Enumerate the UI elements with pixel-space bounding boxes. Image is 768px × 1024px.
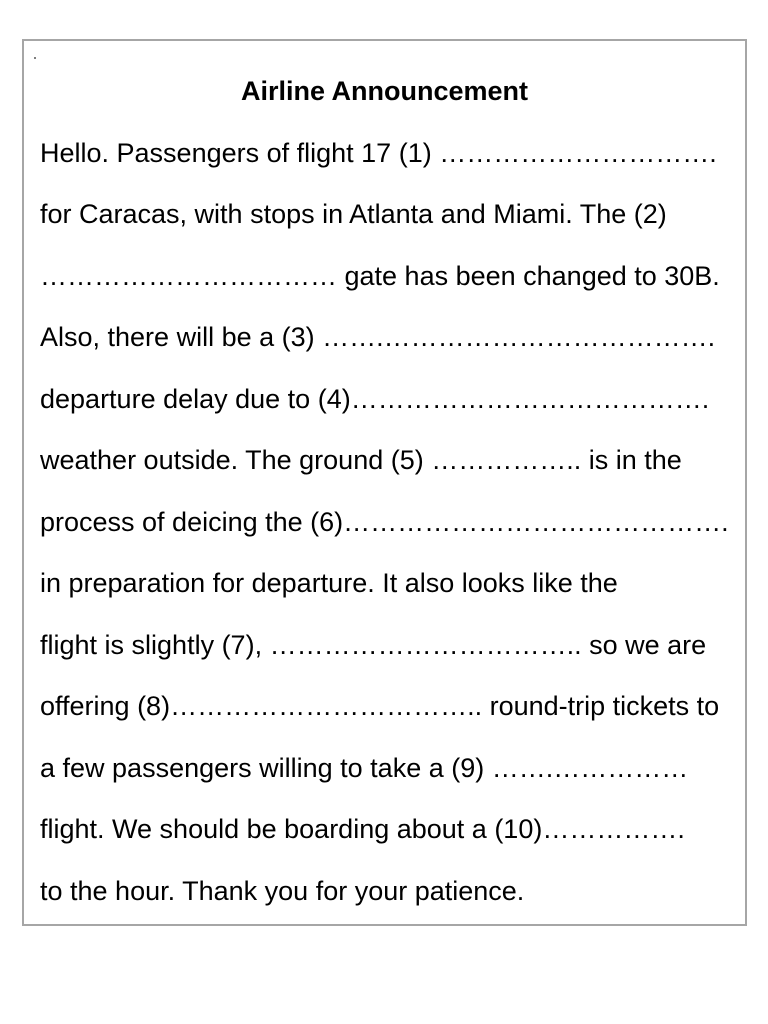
text-line-8: in preparation for departure. It also looks like the	[40, 568, 618, 598]
stray-dot	[34, 57, 36, 59]
text-line-12: flight. We should be boarding about a (10)…………….	[40, 814, 685, 844]
text-line-13: to the hour. Thank you for your patience.	[40, 876, 525, 906]
text-line-1: Hello. Passengers of flight 17 (1) ………………………….	[40, 138, 717, 168]
text-line-3: …………………………… gate has been changed to 30B.	[40, 261, 720, 291]
text-line-10: offering (8)…………………………….. round-trip tickets to	[40, 691, 720, 721]
text-line-9: flight is slightly (7), …………………………….. so we are	[40, 630, 707, 660]
text-line-11: a few passengers willing to take a (9) …….……………	[40, 753, 689, 783]
text-line-5: departure delay due to (4)………………………………….	[40, 384, 710, 414]
text-line-7: process of deicing the (6)…………………………………….	[40, 507, 729, 537]
text-line-4: Also, there will be a (3) …….……………………………….	[40, 322, 716, 352]
text-box-border	[22, 39, 747, 926]
text-line-6: weather outside. The ground (5) …………….. is in the	[40, 445, 682, 475]
document-title: Airline Announcement	[240, 76, 529, 106]
text-line-2: for Caracas, with stops in Atlanta and Miami. The (2)	[40, 199, 667, 229]
